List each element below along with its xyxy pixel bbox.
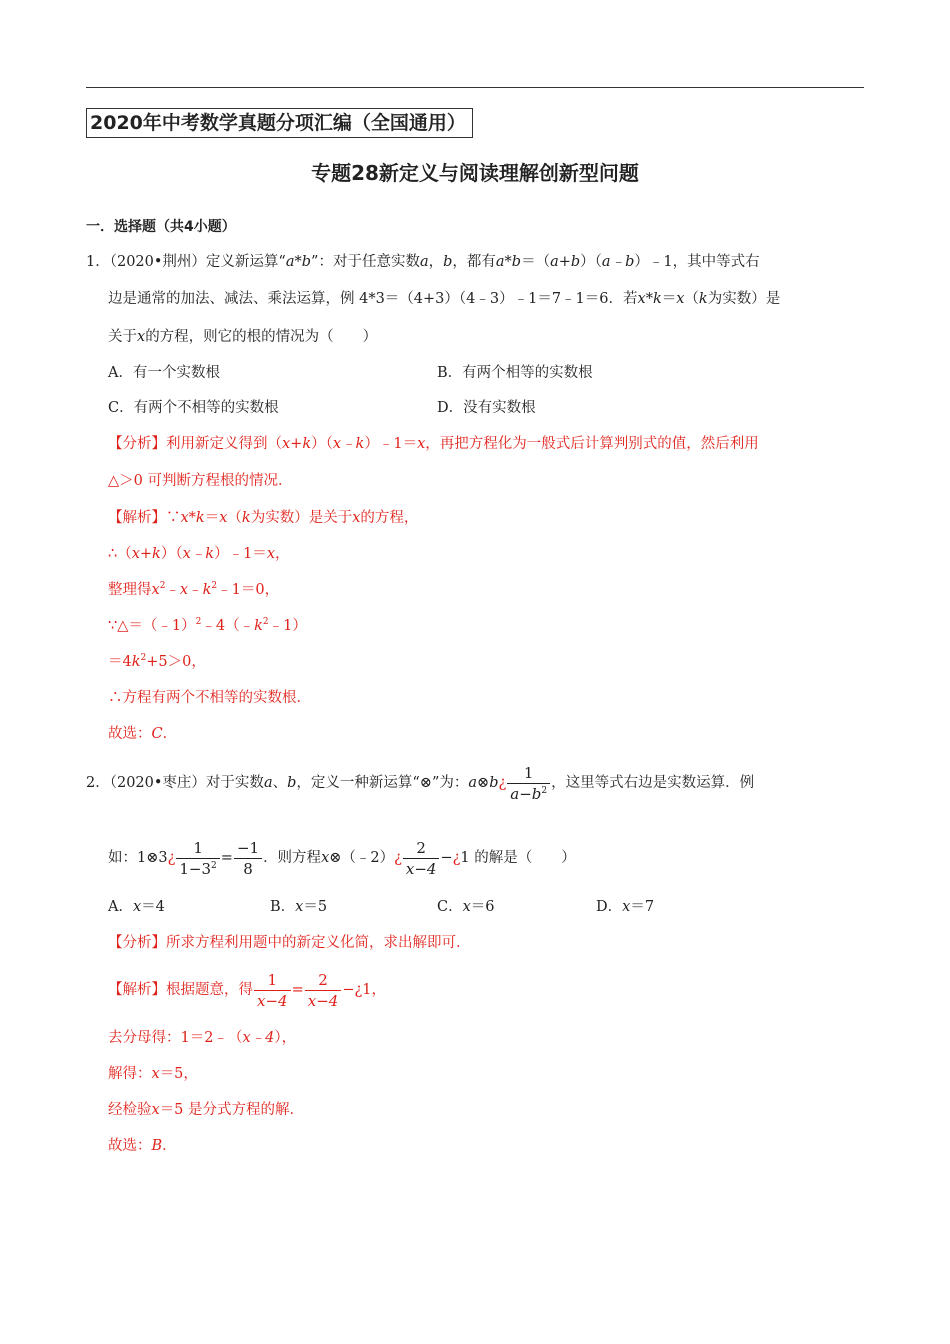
q2-solution-line2: 去分母得：1＝2﹣（x﹣4）， <box>108 1030 297 1046</box>
doc-title: 专题28新定义与阅读理解创新型问题 <box>311 161 639 185</box>
q1-option-d: D．没有实数根 <box>437 400 536 416</box>
q2-option-b: B．x＝5 <box>270 899 328 915</box>
q2-solution-line4: 经检验x＝5 是分式方程的解． <box>108 1102 305 1118</box>
q1-solution-line1: 【解析】∵x*k＝x（k为实数）是关于x的方程， <box>108 510 419 526</box>
section-heading: 一．选择题（共4小题） <box>86 219 236 235</box>
q1-stem-line3: 关于x的方程，则它的根的情况为（ ） <box>108 329 378 345</box>
q2-solution-line3: 解得：x＝5， <box>108 1066 198 1082</box>
q2-option-a: A．x＝4 <box>108 899 165 915</box>
q2-equation-fraction: $\frac{2}{x-4}$ <box>403 838 440 879</box>
q2-solution-line1: 【解析】根据题意，得 $\frac{1}{x-4}$ = $\frac{2}{x-4}$ −¿1， <box>108 970 386 1010</box>
series-title: 2020年中考数学真题分项汇编（全国通用） <box>90 112 466 134</box>
q1-solution-line4: $\because\triangle=(﹣1)^2﹣4(﹣k^2﹣1)$ <box>108 617 307 634</box>
series-title-box <box>86 108 473 138</box>
q1-stem-line1: 1．（2020•荆州）定义新运算“a*b”：对于任意实数a，b，都有a*b＝（a+b）（a﹣b）﹣1，其中等式右 <box>86 254 760 270</box>
q1-solution-line6: ∴方程有两个不相等的实数根． <box>108 690 311 706</box>
q1-analysis-line1: 【分析】利用新定义得到（x+k）（x﹣k）﹣1＝x，再把方程化为一般式后计算判别式的值，然后利用 <box>108 436 759 452</box>
q2-analysis: 【分析】所求方程利用题中的新定义化简，求出解即可． <box>108 935 471 951</box>
q2-stem-line1: 2．（2020•枣庄）对于实数a、b，定义一种新运算“⊗”为：a⊗b¿ $\frac{1}{a-b^2}$ ，这里等式右边是实数运算．例 <box>86 763 755 803</box>
q2-example-result-fraction: $\frac{-1}{8}$ <box>234 838 262 879</box>
q2-solution-fraction-left: $\frac{1}{x-4}$ <box>254 970 291 1011</box>
q1-option-b: B．有两个相等的实数根 <box>437 365 593 381</box>
q2-option-d: D．x＝7 <box>596 899 655 915</box>
q1-analysis-line2: △＞0 可判断方程根的情况． <box>108 473 293 489</box>
q1-solution-line2: ∴（x+k）（x﹣k）﹣1＝x， <box>108 546 290 562</box>
q2-definition-fraction: $\frac{1}{a-b^2}$ <box>507 763 550 804</box>
q2-stem-line2: 如：1⊗3¿ $\frac{1}{1-3^2}$ = $\frac{-1}{8}$ ．则方程x⊗（﹣2）¿ $\frac{2}{x-4}$ −¿1 的解是（ ） <box>108 838 576 878</box>
q2-option-c: C．x＝6 <box>437 899 495 915</box>
q2-solution-fraction-right: $\frac{2}{x-4}$ <box>305 970 342 1011</box>
q2-answer: 故选：B． <box>108 1138 177 1154</box>
q2-example-fraction: $\frac{1}{1-3^2}$ <box>176 838 219 879</box>
q1-option-c: C．有两个不相等的实数根 <box>108 400 279 416</box>
q1-option-a: A．有一个实数根 <box>108 365 220 381</box>
header-rule <box>86 87 864 88</box>
q1-solution-line3: 整理得$x^2﹣x﹣k^2﹣1=0$， <box>108 581 280 598</box>
q1-answer: 故选：C． <box>108 726 178 742</box>
q1-solution-line5: $=4k^2+5>0$， <box>108 653 206 670</box>
q1-stem-line2: 边是通常的加法、减法、乘法运算，例 4*3＝（4+3）（4﹣3）﹣1＝7﹣1＝6．若x*k＝x（k为实数）是 <box>108 291 781 307</box>
